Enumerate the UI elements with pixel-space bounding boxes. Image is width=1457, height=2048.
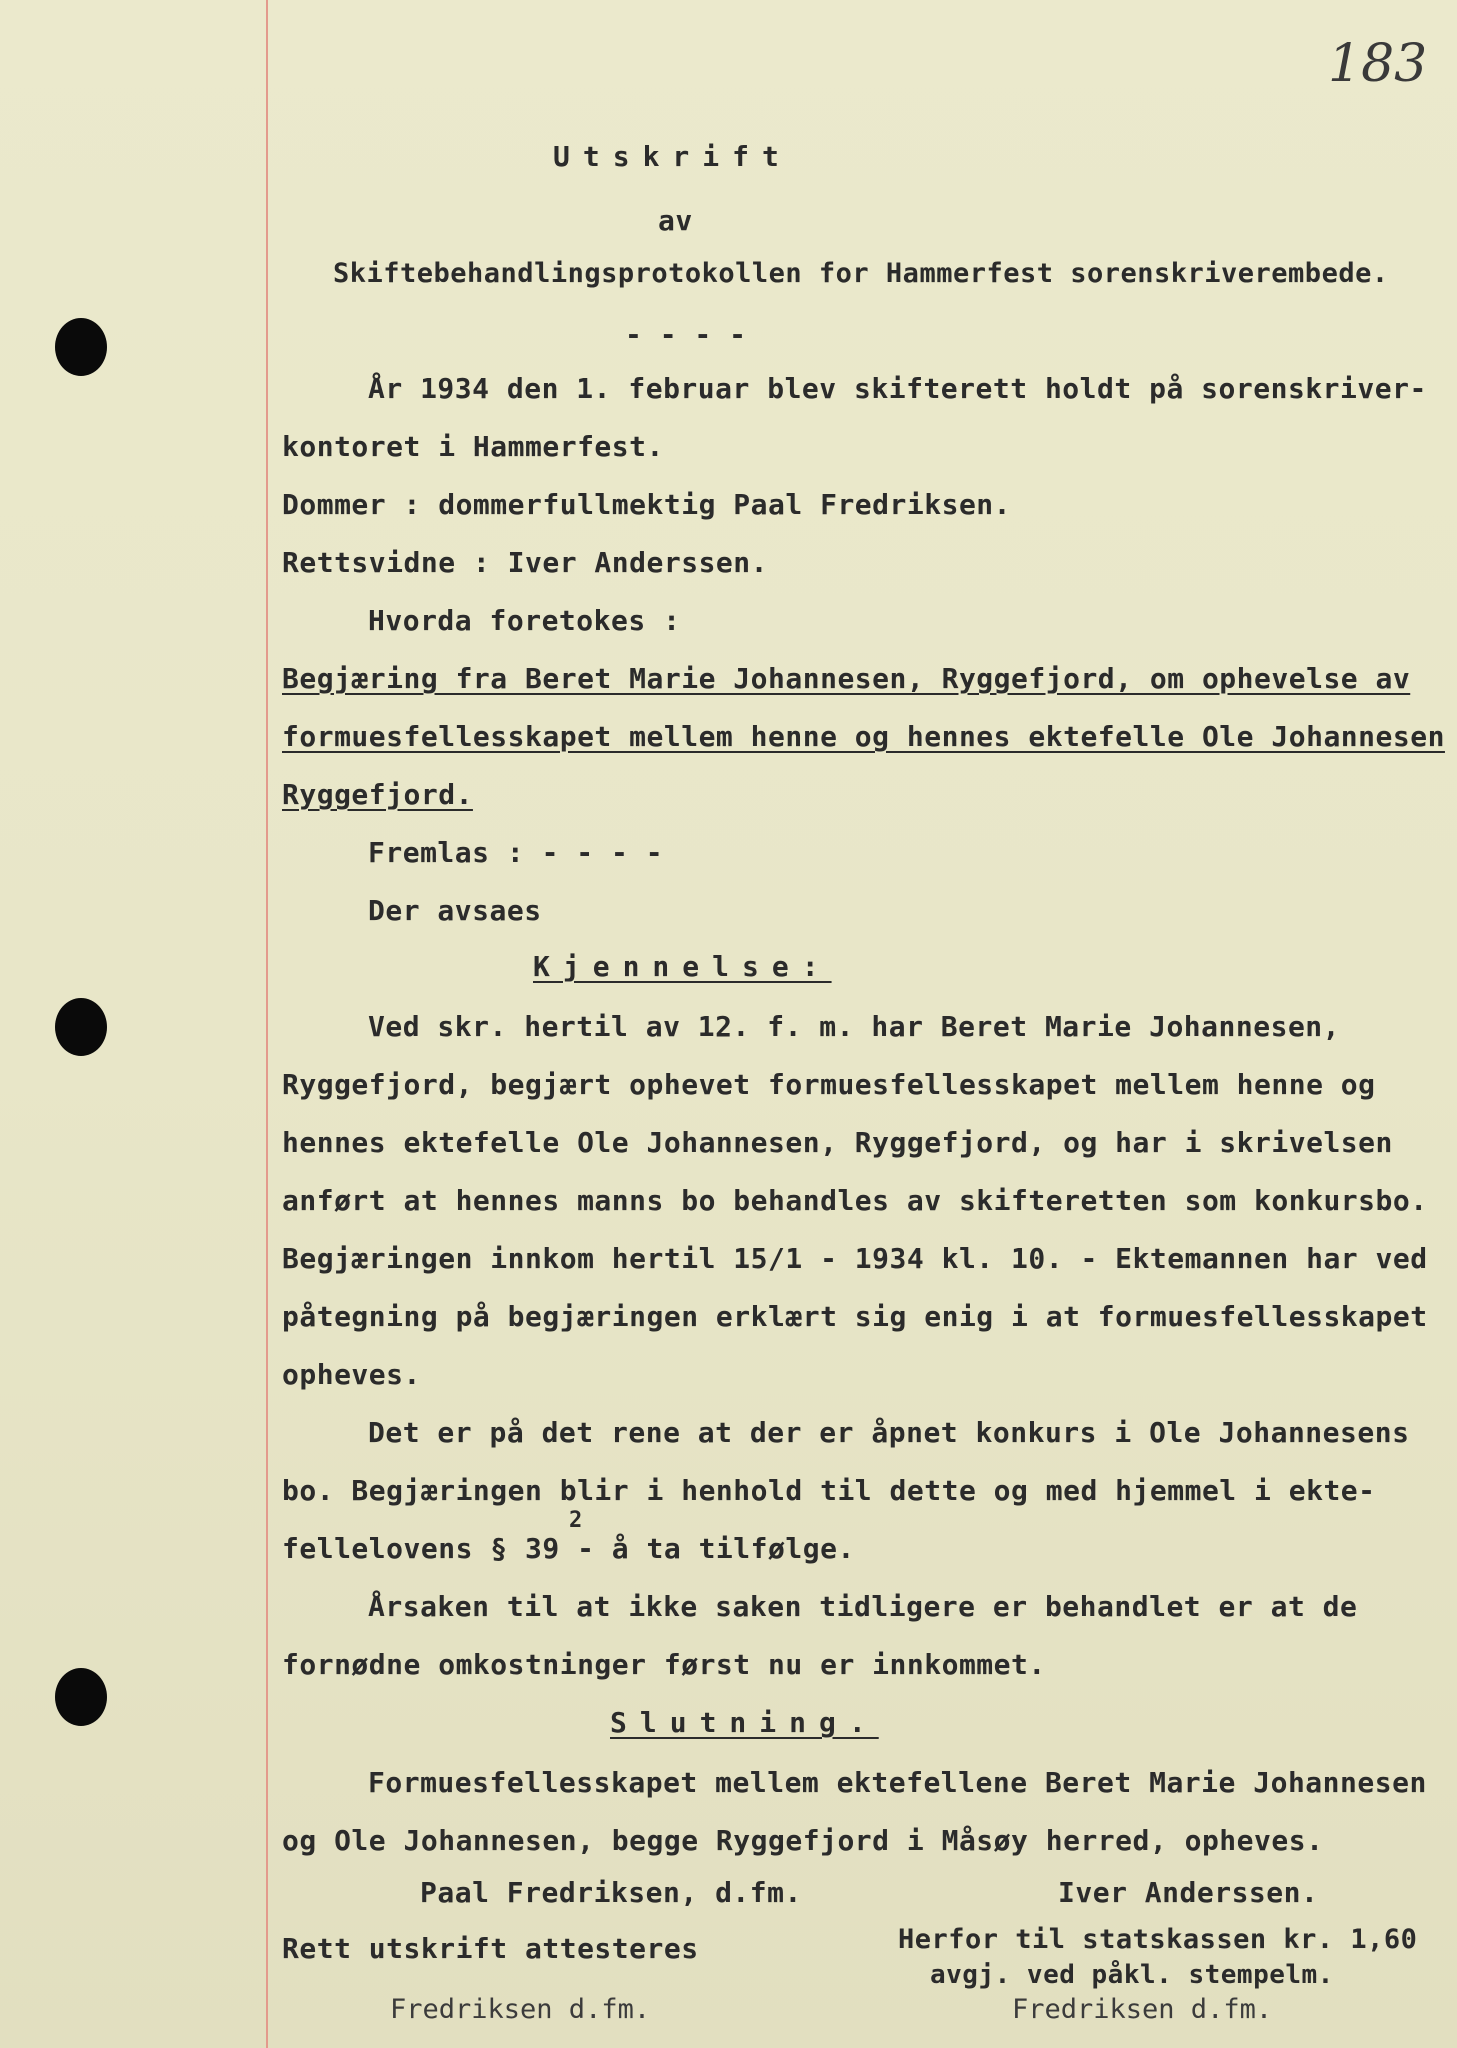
- text-line: Der avsaes: [368, 894, 542, 927]
- subject-line: Begjæring fra Beret Marie Johannesen, Ryggefjord, om ophevelse av: [282, 662, 1411, 695]
- text-line: Årsaken til at ikke saken tidligere er behandlet er at de: [368, 1590, 1358, 1623]
- superscript: 2: [569, 1508, 583, 1533]
- text-line: Ryggefjord, begjært ophevet formuesfellesskapet mellem henne og: [282, 1068, 1376, 1101]
- text-line: Hvorda foretokes :: [368, 604, 681, 637]
- subject-line: formuesfellesskapet mellem henne og hennes ektefelle Ole Johannesen: [282, 720, 1445, 753]
- attestation: Rett utskrift attesteres: [282, 1932, 699, 1965]
- text-line: anført at hennes manns bo behandles av skifteretten som konkursbo.: [282, 1184, 1428, 1217]
- text-line: kontoret i Hammerfest.: [282, 430, 664, 463]
- punch-hole: [55, 318, 107, 376]
- text-line: og Ole Johannesen, begge Ryggefjord i Måsøy herred, opheves.: [282, 1824, 1324, 1857]
- text-line: opheves.: [282, 1358, 421, 1391]
- text-line: Fremlas : - - - -: [368, 836, 664, 869]
- text-line: fornødne omkostninger først nu er innkommet.: [282, 1648, 1046, 1681]
- document-title: Utskrift: [553, 140, 792, 173]
- margin-line: [266, 0, 268, 2048]
- stamp-signature: Fredriksen d.fm.: [390, 1994, 651, 2025]
- text-line: Begjæringen innkom hertil 15/1 - 1934 kl. 10. - Ektemannen har ved: [282, 1242, 1428, 1275]
- separator-dashes: - - - -: [625, 318, 747, 351]
- text-line: Formuesfellesskapet mellem ektefellene Beret Marie Johannesen: [368, 1766, 1427, 1799]
- document-subtitle: Skiftebehandlingsprotokollen for Hammerfest sorenskriverembede.: [333, 258, 1389, 289]
- fee-note: avgj. ved påkl. stempelm.: [930, 1960, 1334, 1990]
- text-line: Dommer : dommerfullmektig Paal Fredriksen.: [282, 488, 1012, 521]
- text-line: hennes ektefelle Ole Johannesen, Ryggefjord, og har i skrivelsen: [282, 1126, 1393, 1159]
- punch-hole: [55, 1668, 107, 1726]
- punch-hole: [55, 998, 107, 1056]
- text-line: fellelovens § 39 - å ta tilfølge.: [282, 1532, 855, 1565]
- section-heading: Slutning.: [610, 1706, 879, 1739]
- text-line: bo. Begjæringen blir i henhold til dette og med hjemmel i ekte-: [282, 1474, 1376, 1507]
- text-line: Ved skr. hertil av 12. f. m. har Beret Marie Johannesen,: [368, 1010, 1341, 1043]
- subject-line: Ryggefjord.: [282, 778, 473, 811]
- fee-note: Herfor til statskassen kr. 1,60: [898, 1924, 1418, 1955]
- text-line: Det er på det rene at der er åpnet konkurs i Ole Johannesens: [368, 1416, 1410, 1449]
- section-heading: Kjennelse:: [533, 950, 832, 983]
- signature-right: Iver Anderssen.: [1058, 1876, 1319, 1909]
- text-line: påtegning på begjæringen erklært sig enig i at formuesfellesskapet: [282, 1300, 1428, 1333]
- page-number: 183: [1328, 34, 1428, 94]
- stamp-signature: Fredriksen d.fm.: [1012, 1994, 1273, 2025]
- text-line: År 1934 den 1. februar blev skifterett holdt på sorenskriver-: [368, 372, 1427, 405]
- text-line: Rettsvidne : Iver Anderssen.: [282, 546, 769, 579]
- title-of: av: [658, 204, 693, 237]
- signature-left: Paal Fredriksen, d.fm.: [420, 1876, 802, 1909]
